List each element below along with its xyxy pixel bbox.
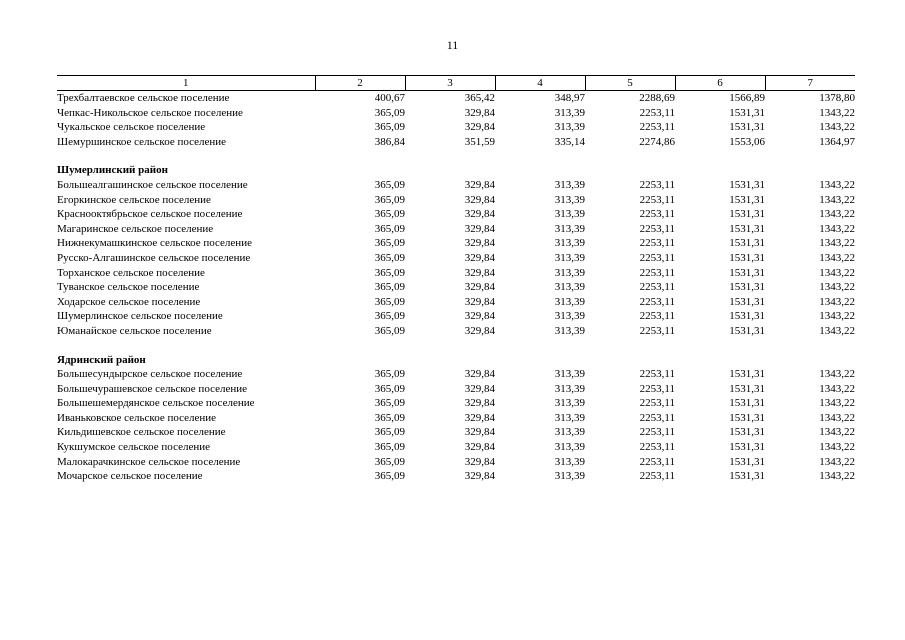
value-cell: 1343,22 xyxy=(819,295,855,308)
table-row xyxy=(57,469,855,484)
value-cell: 1343,22 xyxy=(819,411,855,424)
settlement-name: Кукшумское сельское поселение xyxy=(57,441,211,454)
value-cell: 365,09 xyxy=(374,324,405,337)
value-cell: 2253,11 xyxy=(639,222,675,235)
value-cell: 365,09 xyxy=(374,295,405,308)
value-cell: 2253,11 xyxy=(639,208,675,221)
column-header: 6 xyxy=(675,76,765,91)
column-header: 3 xyxy=(405,76,495,91)
value-cell: 1531,31 xyxy=(729,266,765,279)
value-cell: 1343,22 xyxy=(819,324,855,337)
value-cell: 2253,11 xyxy=(639,368,675,381)
value-cell: 1364,97 xyxy=(819,135,855,148)
table-row xyxy=(57,236,855,251)
value-cell: 313,39 xyxy=(554,470,585,483)
section-heading-row xyxy=(57,339,855,368)
value-cell: 329,84 xyxy=(464,251,495,264)
value-cell: 1531,31 xyxy=(729,310,765,323)
value-cell: 2253,11 xyxy=(639,237,675,250)
value-cell: 1531,31 xyxy=(729,208,765,221)
column-header: 4 xyxy=(495,76,585,91)
table-body xyxy=(57,91,855,484)
settlement-name: Чепкас-Никольское сельское поселение xyxy=(57,106,243,119)
value-cell: 2253,11 xyxy=(639,426,675,439)
value-cell: 313,39 xyxy=(554,441,585,454)
value-cell: 365,09 xyxy=(374,310,405,323)
settlement-name: Кильдишевское сельское поселение xyxy=(57,426,226,439)
value-cell: 365,09 xyxy=(374,397,405,410)
value-cell: 1343,22 xyxy=(819,281,855,294)
value-cell: 329,84 xyxy=(464,208,495,221)
value-cell: 1343,22 xyxy=(819,368,855,381)
value-cell: 329,84 xyxy=(464,368,495,381)
value-cell: 2253,11 xyxy=(639,397,675,410)
value-cell: 313,39 xyxy=(554,397,585,410)
value-cell: 329,84 xyxy=(464,411,495,424)
value-cell: 1531,31 xyxy=(729,426,765,439)
value-cell: 1343,22 xyxy=(819,178,855,191)
value-cell: 2253,11 xyxy=(639,251,675,264)
value-cell: 365,09 xyxy=(374,266,405,279)
value-cell: 313,39 xyxy=(554,106,585,119)
value-cell: 365,09 xyxy=(374,368,405,381)
value-cell: 365,09 xyxy=(374,470,405,483)
value-cell: 2253,11 xyxy=(639,266,675,279)
table-row xyxy=(57,91,855,106)
value-cell: 2253,11 xyxy=(639,295,675,308)
value-cell: 1343,22 xyxy=(819,470,855,483)
value-cell: 2253,11 xyxy=(639,178,675,191)
value-cell: 1531,31 xyxy=(729,455,765,468)
settlement-name: Русско-Алгашинское сельское поселение xyxy=(57,251,251,264)
value-cell: 400,67 xyxy=(374,92,405,104)
value-cell: 1531,31 xyxy=(729,411,765,424)
value-cell: 365,09 xyxy=(374,281,405,294)
value-cell: 329,84 xyxy=(464,222,495,235)
value-cell: 1343,22 xyxy=(819,106,855,119)
value-cell: 1531,31 xyxy=(729,237,765,250)
table-row xyxy=(57,120,855,135)
table-row xyxy=(57,309,855,324)
column-header: 7 xyxy=(765,76,855,91)
table-row xyxy=(57,396,855,411)
value-cell: 365,09 xyxy=(374,411,405,424)
settlement-name: Туванское сельское поселение xyxy=(57,281,200,294)
settlement-name: Юманайское сельское поселение xyxy=(57,324,212,337)
value-cell: 1343,22 xyxy=(819,208,855,221)
table-row xyxy=(57,193,855,208)
table-row xyxy=(57,106,855,121)
value-cell: 329,84 xyxy=(464,281,495,294)
value-cell: 2253,11 xyxy=(639,121,675,134)
value-cell: 313,39 xyxy=(554,281,585,294)
page-number: 11 xyxy=(446,38,459,52)
value-cell: 1343,22 xyxy=(819,266,855,279)
section-heading: Ядринский район xyxy=(57,353,146,366)
settlement-name: Шумерлинское сельское поселение xyxy=(57,310,223,323)
value-cell: 329,84 xyxy=(464,310,495,323)
value-cell: 2253,11 xyxy=(639,411,675,424)
value-cell: 313,39 xyxy=(554,455,585,468)
value-cell: 1343,22 xyxy=(819,455,855,468)
table-row xyxy=(57,382,855,397)
value-cell: 329,84 xyxy=(464,121,495,134)
settlement-name: Большеалгашинское сельское поселение xyxy=(57,178,248,191)
settlement-name: Ходарское сельское поселение xyxy=(57,295,201,308)
value-cell: 365,09 xyxy=(374,455,405,468)
value-cell: 1531,31 xyxy=(729,295,765,308)
value-cell: 329,84 xyxy=(464,193,495,206)
value-cell: 365,09 xyxy=(374,251,405,264)
value-cell: 1378,80 xyxy=(819,92,855,104)
value-cell: 351,59 xyxy=(464,135,495,148)
value-cell: 313,39 xyxy=(554,310,585,323)
value-cell: 365,09 xyxy=(374,222,405,235)
value-cell: 313,39 xyxy=(554,251,585,264)
value-cell: 2253,11 xyxy=(639,106,675,119)
settlement-name: Трехбалтаевское сельское поселение xyxy=(57,92,230,104)
value-cell: 365,09 xyxy=(374,382,405,395)
value-cell: 1343,22 xyxy=(819,310,855,323)
value-cell: 313,39 xyxy=(554,295,585,308)
value-cell: 1531,31 xyxy=(729,106,765,119)
value-cell: 1343,22 xyxy=(819,251,855,264)
table-row xyxy=(57,280,855,295)
settlement-name: Чукальское сельское поселение xyxy=(57,121,206,134)
value-cell: 1531,31 xyxy=(729,193,765,206)
table-row xyxy=(57,295,855,310)
value-cell: 1531,31 xyxy=(729,470,765,483)
value-cell: 329,84 xyxy=(464,397,495,410)
settlement-name: Большечурашевское сельское поселение xyxy=(57,382,248,395)
value-cell: 386,84 xyxy=(374,135,405,148)
settlement-name: Большешемердянское сельское поселение xyxy=(57,397,255,410)
value-cell: 2253,11 xyxy=(639,193,675,206)
settlement-name: Магаринское сельское поселение xyxy=(57,222,214,235)
value-cell: 1531,31 xyxy=(729,397,765,410)
value-cell: 365,09 xyxy=(374,237,405,250)
value-cell: 313,39 xyxy=(554,193,585,206)
column-header: 2 xyxy=(315,76,405,91)
value-cell: 1343,22 xyxy=(819,121,855,134)
value-cell: 1531,31 xyxy=(729,222,765,235)
value-cell: 1531,31 xyxy=(729,441,765,454)
settlement-name: Торханское сельское поселение xyxy=(57,266,205,279)
value-cell: 335,14 xyxy=(554,135,585,148)
table-row xyxy=(57,425,855,440)
settlement-name: Нижнекумашкинское сельское поселение xyxy=(57,237,252,250)
value-cell: 329,84 xyxy=(464,237,495,250)
value-cell: 329,84 xyxy=(464,441,495,454)
value-cell: 1343,22 xyxy=(819,193,855,206)
value-cell: 313,39 xyxy=(554,222,585,235)
value-cell: 329,84 xyxy=(464,324,495,337)
value-cell: 329,84 xyxy=(464,178,495,191)
table-row xyxy=(57,266,855,281)
settlement-name: Мочарское сельское поселение xyxy=(57,470,203,483)
value-cell: 1531,31 xyxy=(729,324,765,337)
settlement-name: Краснооктябрьское сельское поселение xyxy=(57,208,243,221)
value-cell: 329,84 xyxy=(464,426,495,439)
value-cell: 1531,31 xyxy=(729,251,765,264)
table-row xyxy=(57,367,855,382)
value-cell: 2253,11 xyxy=(639,324,675,337)
value-cell: 1343,22 xyxy=(819,382,855,395)
value-cell: 1553,06 xyxy=(729,135,765,148)
value-cell: 348,97 xyxy=(554,92,585,104)
value-cell: 2288,69 xyxy=(639,92,675,104)
value-cell: 365,09 xyxy=(374,106,405,119)
value-cell: 365,09 xyxy=(374,121,405,134)
value-cell: 329,84 xyxy=(464,106,495,119)
value-cell: 313,39 xyxy=(554,382,585,395)
value-cell: 1531,31 xyxy=(729,178,765,191)
table-row xyxy=(57,411,855,426)
value-cell: 2274,86 xyxy=(639,135,675,148)
value-cell: 313,39 xyxy=(554,324,585,337)
value-cell: 365,09 xyxy=(374,178,405,191)
value-cell: 313,39 xyxy=(554,411,585,424)
table-row xyxy=(57,207,855,222)
value-cell: 1531,31 xyxy=(729,382,765,395)
value-cell: 329,84 xyxy=(464,266,495,279)
table-row xyxy=(57,178,855,193)
table-row xyxy=(57,135,855,150)
settlement-name: Большесундырское сельское поселение xyxy=(57,368,243,381)
column-header: 5 xyxy=(585,76,675,91)
value-cell: 2253,11 xyxy=(639,281,675,294)
value-cell: 313,39 xyxy=(554,426,585,439)
value-cell: 313,39 xyxy=(554,368,585,381)
value-cell: 365,09 xyxy=(374,426,405,439)
value-cell: 1343,22 xyxy=(819,426,855,439)
table-header-row xyxy=(57,76,855,91)
data-table xyxy=(57,75,855,484)
value-cell: 313,39 xyxy=(554,266,585,279)
section-heading-row xyxy=(57,149,855,178)
value-cell: 313,39 xyxy=(554,121,585,134)
value-cell: 313,39 xyxy=(554,237,585,250)
value-cell: 329,84 xyxy=(464,455,495,468)
value-cell: 1343,22 xyxy=(819,397,855,410)
value-cell: 1343,22 xyxy=(819,441,855,454)
column-header: 1 xyxy=(57,76,315,91)
settlement-name: Егоркинское сельское поселение xyxy=(57,193,211,206)
value-cell: 329,84 xyxy=(464,382,495,395)
value-cell: 2253,11 xyxy=(639,310,675,323)
value-cell: 1566,89 xyxy=(729,92,765,104)
section-heading: Шумерлинский район xyxy=(57,164,168,177)
settlement-name: Малокарачкинское сельское поселение xyxy=(57,455,241,468)
table-row xyxy=(57,455,855,470)
settlement-name: Иваньковское сельское поселение xyxy=(57,411,217,424)
value-cell: 329,84 xyxy=(464,470,495,483)
value-cell: 1531,31 xyxy=(729,368,765,381)
value-cell: 313,39 xyxy=(554,208,585,221)
settlement-name: Шемуршинское сельское поселение xyxy=(57,135,227,148)
value-cell: 2253,11 xyxy=(639,382,675,395)
value-cell: 365,09 xyxy=(374,208,405,221)
value-cell: 313,39 xyxy=(554,178,585,191)
table-row xyxy=(57,440,855,455)
table-row xyxy=(57,222,855,237)
value-cell: 329,84 xyxy=(464,295,495,308)
value-cell: 2253,11 xyxy=(639,455,675,468)
value-cell: 2253,11 xyxy=(639,470,675,483)
table-row xyxy=(57,251,855,266)
value-cell: 1531,31 xyxy=(729,121,765,134)
value-cell: 365,42 xyxy=(464,92,495,104)
value-cell: 1343,22 xyxy=(819,237,855,250)
value-cell: 2253,11 xyxy=(639,441,675,454)
value-cell: 1531,31 xyxy=(729,281,765,294)
value-cell: 1343,22 xyxy=(819,222,855,235)
value-cell: 365,09 xyxy=(374,441,405,454)
table-row xyxy=(57,324,855,339)
value-cell: 365,09 xyxy=(374,193,405,206)
